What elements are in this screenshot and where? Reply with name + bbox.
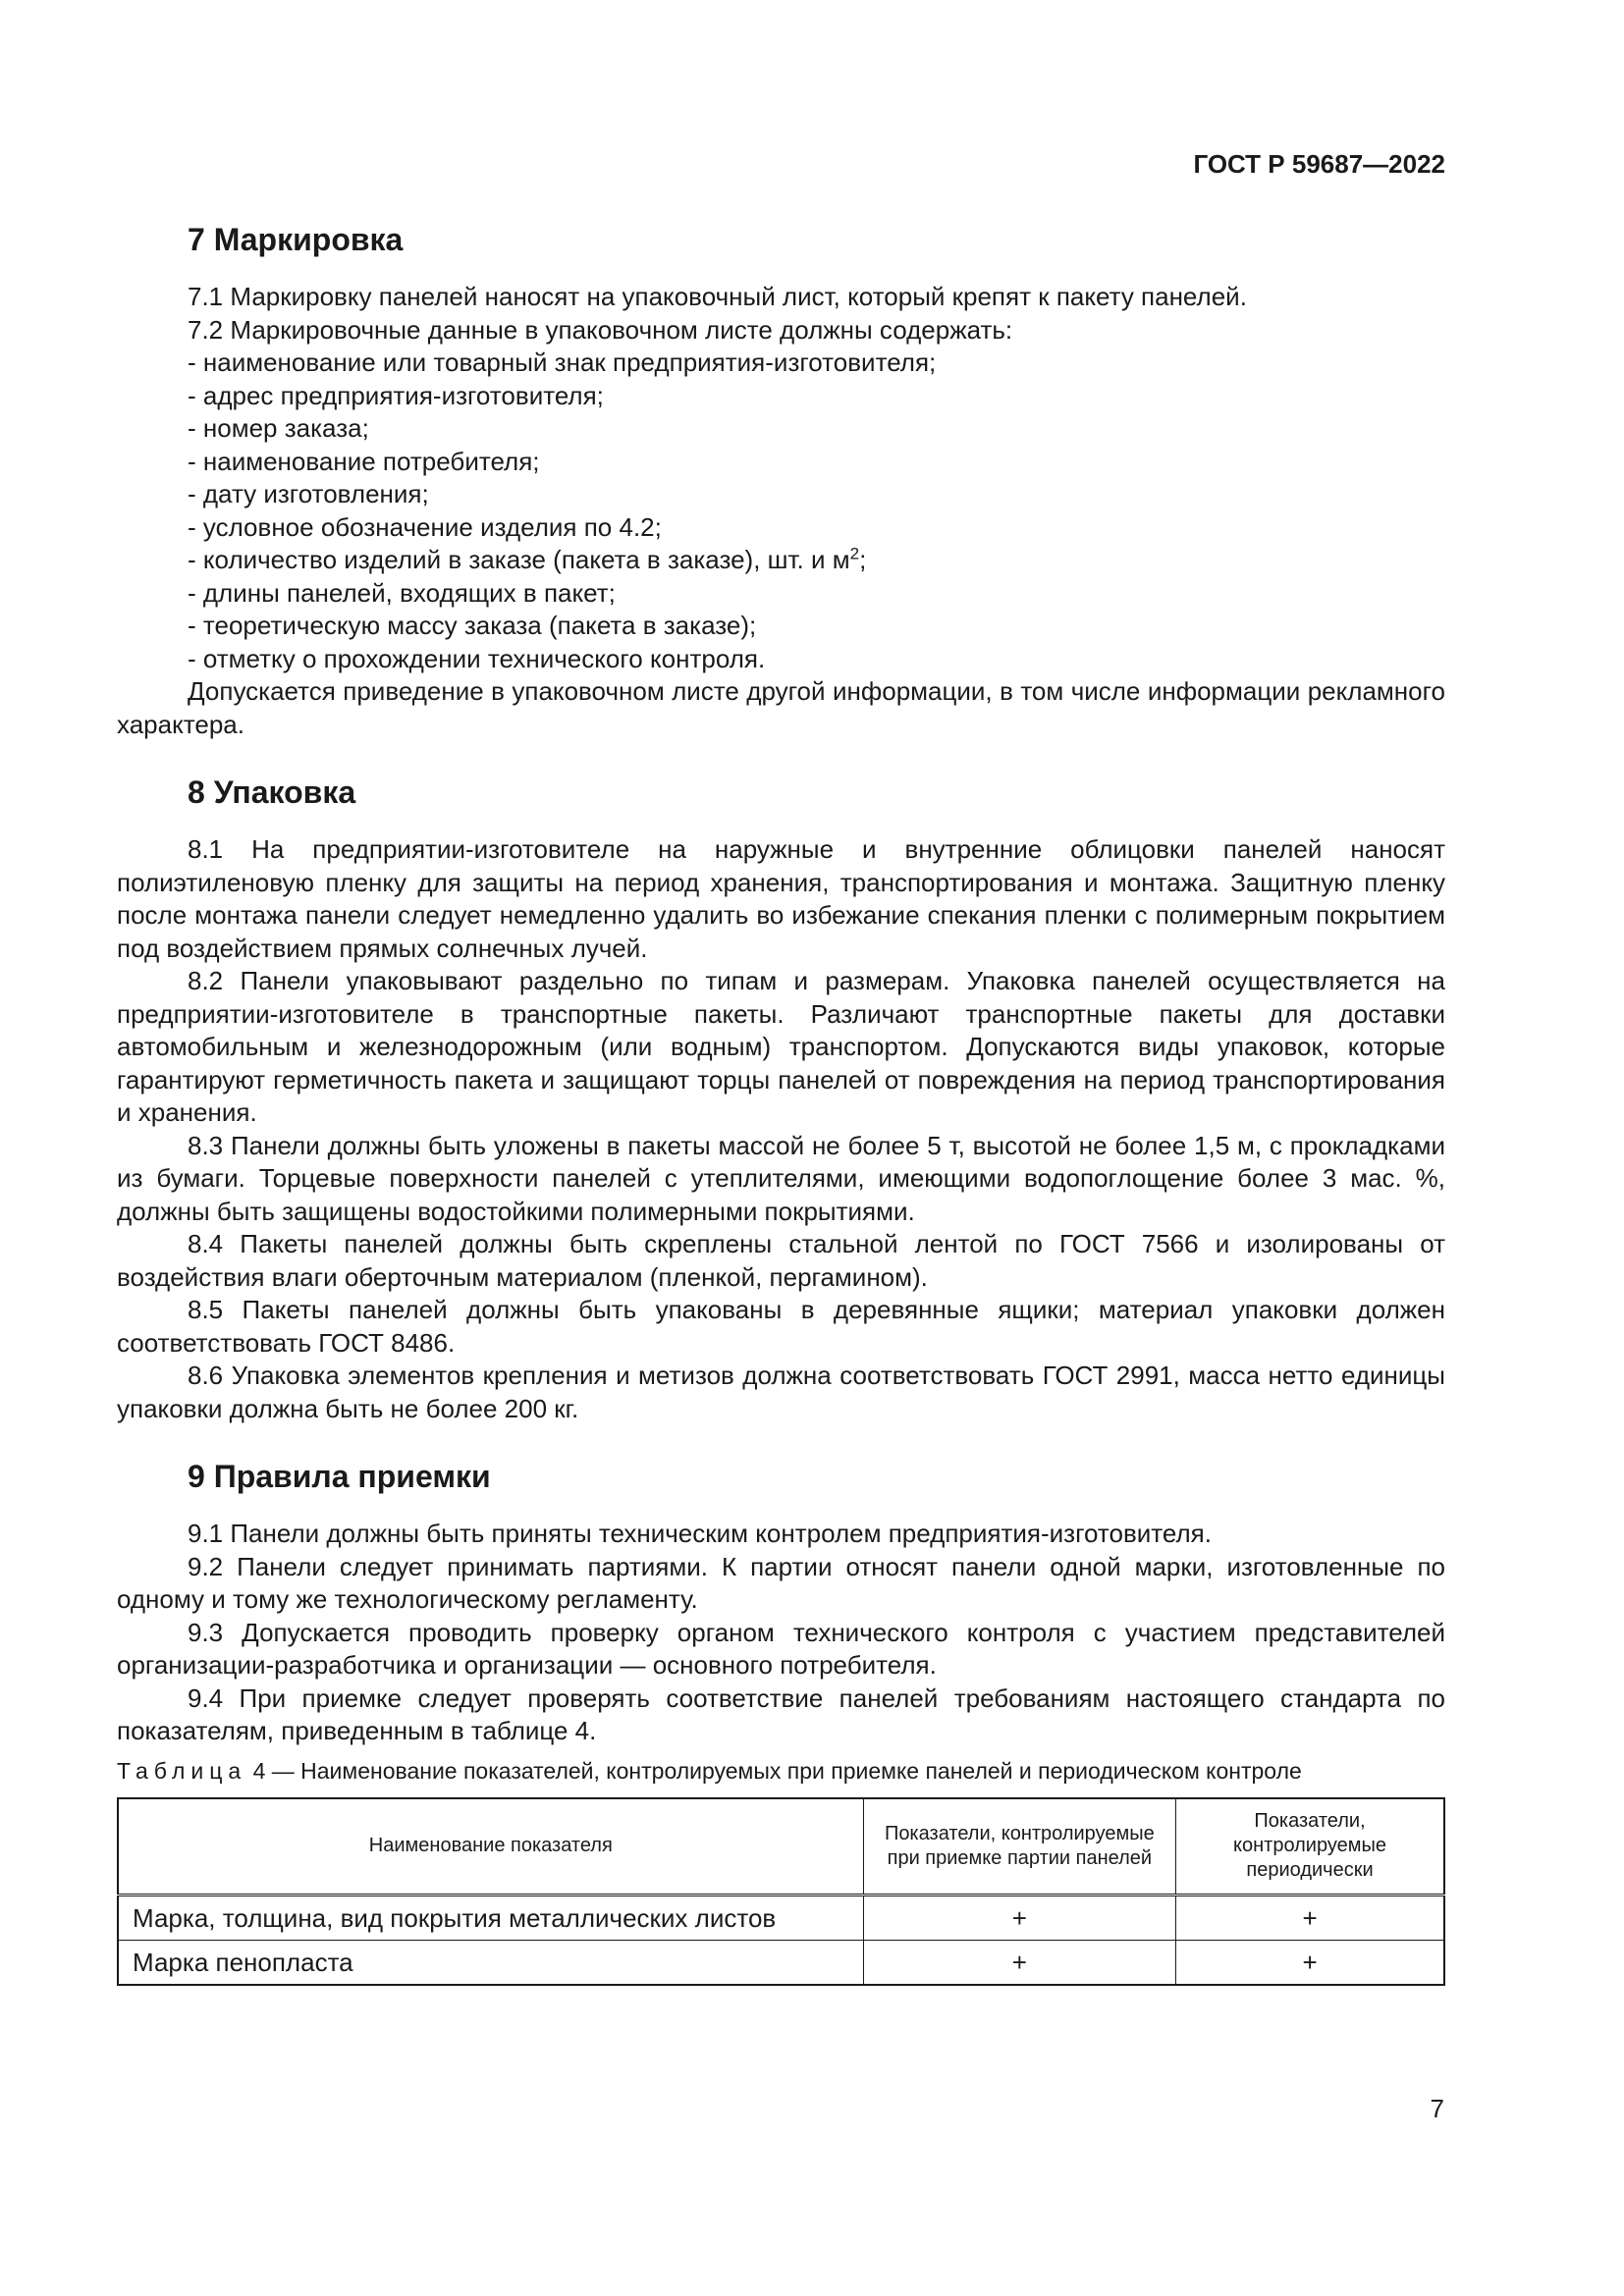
section-9-acceptance — [117, 1455, 1445, 1748]
section-title: 9 Правила приемки — [188, 1459, 491, 1494]
paragraph-9-3: 9.3 Допускается проводить проверку органом технического контроля с участием представителей организации-разработчика и организации — основного потребителя. — [117, 1617, 1445, 1680]
section-8-packaging — [117, 771, 1445, 1425]
list-item: - условное обозначение изделия по 4.2; — [188, 511, 662, 542]
table-cell: + — [1176, 1895, 1444, 1940]
list-item: - наименование потребителя; — [188, 446, 540, 476]
column-header: Показатели, контролируемые при приемке партии панелей — [863, 1798, 1175, 1896]
table-row — [118, 1940, 1444, 1985]
superscript: 2 — [849, 544, 860, 563]
table-caption-label: Таблица — [117, 1757, 247, 1784]
table-cell: + — [863, 1895, 1175, 1940]
table-caption — [117, 1756, 1445, 1786]
list-item: - отметку о прохождении технического контроля. — [188, 643, 766, 673]
indicators-table — [117, 1797, 1445, 1986]
document-code: ГОСТ Р 59687—2022 — [1193, 149, 1445, 179]
column-header: Наименование показателя — [118, 1798, 863, 1896]
table-cell: + — [863, 1940, 1175, 1985]
list-item: - адрес предприятия-изготовителя; — [188, 380, 604, 410]
list-item: - наименование или товарный знак предприятия-изготовителя; — [188, 347, 937, 377]
paragraph-9-2: 9.2 Панели следует принимать партиями. К партии относят панели одной марки, изготовленные по одному и тому же технологическому регламенту. — [117, 1551, 1445, 1614]
paragraph-8-1: 8.1 На предприятии-изготовителе на наружные и внутренние облицовки панелей наносят полиэтиленовую пленку для защиты на период хранения, транспортирования и монтажа. Защитную пленку после монтажа панели следует немедленно удалить во избежание спекания пленки с полимерным покрытием под воздействием прямых солнечных лучей. — [117, 834, 1445, 963]
paragraph-8-5: 8.5 Пакеты панелей должны быть упакованы в деревянные ящики; материал упаковки должен соответствовать ГОСТ 8486. — [117, 1295, 1445, 1358]
list-item: - номер заказа; — [188, 413, 369, 443]
page-number: 7 — [1430, 2094, 1444, 2123]
table-cell: + — [1176, 1940, 1444, 1985]
table-row — [118, 1895, 1444, 1940]
paragraph-9-4: 9.4 При приемке следует проверять соответствие панелей требованиям настоящего стандарта по показателям, приведенным в таблице 4. — [117, 1682, 1445, 1745]
paragraph-7-note: Допускается приведение в упаковочном листе другой информации, в том числе информации рекламного характера. — [117, 676, 1445, 739]
table-header-row — [118, 1798, 1444, 1896]
paragraph-8-6: 8.6 Упаковка элементов крепления и метизов должна соответствовать ГОСТ 2991, масса нетто единицы упаковки должна быть не более 200 кг. — [117, 1361, 1445, 1423]
paragraph-8-3: 8.3 Панели должны быть уложены в пакеты массой не более 5 т, высотой не более 1,5 м, с прокладками из бумаги. Торцевые поверхности панелей с утеплителями, имеющими водопоглощение более 3 мас. %, должны быть защищены водостойкими полимерными покрытиями. — [117, 1130, 1445, 1226]
list-item-text: - количество изделий в заказе (пакета в заказе), шт. и м — [188, 545, 850, 574]
table-cell: Марка, толщина, вид покрытия металлических листов — [118, 1895, 863, 1940]
paragraph-7-1: 7.1 Маркировку панелей наносят на упаковочный лист, который крепят к пакету панелей. — [188, 282, 1247, 311]
list-item — [117, 544, 1445, 577]
paragraph-9-1: 9.1 Панели должны быть приняты техническим контролем предприятия-изготовителя. — [188, 1519, 1212, 1548]
list-item-end: ; — [859, 545, 867, 574]
page-content — [117, 218, 1445, 1986]
paragraph-8-4: 8.4 Пакеты панелей должны быть скреплены стальной лентой по ГОСТ 7566 и изолированы от воздействия влаги оберточным материалом (пленкой, пергамином). — [117, 1229, 1445, 1292]
section-title: 7 Маркировка — [188, 222, 404, 257]
column-header: Показатели, контролируемые периодически — [1176, 1798, 1444, 1896]
section-title: 8 Упаковка — [188, 774, 356, 810]
list-item: - длины панелей, входящих в пакет; — [188, 577, 616, 608]
table-caption-text: 4 — Наименование показателей, контролируемых при приемке панелей и периодическом контроле — [246, 1757, 1302, 1784]
list-item: - теоретическую массу заказа (пакета в заказе); — [188, 611, 757, 640]
section-7-marking — [117, 218, 1445, 741]
paragraph-8-2: 8.2 Панели упаковывают раздельно по типам и размерам. Упаковка панелей осуществляется на предприятии-изготовителе в транспортные пакеты. Различают транспортные пакеты для доставки автомобильным и железнодорожным (или водным) транспортом. Допускаются виды упаковок, которые гарантируют герметичность пакета и защищают торцы панелей от повреждения на период транспортирования и хранения. — [117, 966, 1445, 1127]
paragraph-7-2: 7.2 Маркировочные данные в упаковочном листе должны содержать: — [188, 314, 1013, 345]
table-cell: Марка пенопласта — [118, 1940, 863, 1985]
list-item: - дату изготовления; — [188, 479, 429, 508]
